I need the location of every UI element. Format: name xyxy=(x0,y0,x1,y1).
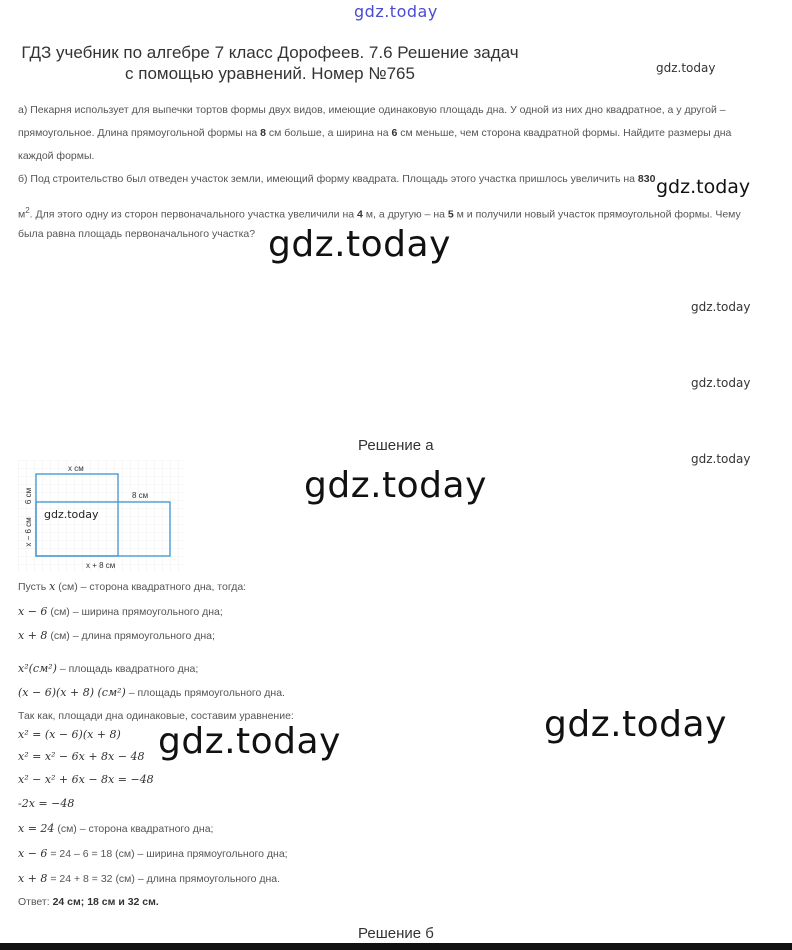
diagram-label-left-top: 6 см xyxy=(24,487,33,505)
bottom-bar xyxy=(0,943,792,950)
solution-line: (x − 6)(x + 8) (см²) – площадь прямоугольного дна. xyxy=(18,686,285,699)
solution-line: x²(см²) – площадь квадратного дна; xyxy=(18,662,199,675)
solution-line: Пусть x (см) – сторона квадратного дна, тогда: xyxy=(18,580,247,593)
equation: -2x = −48 xyxy=(18,797,75,810)
solution-line: x = 24 (см) – сторона квадратного дна; xyxy=(18,822,214,835)
equation: x² = (x − 6)(x + 8) xyxy=(18,728,121,741)
diagram-grid xyxy=(18,460,184,572)
watermark: gdz.today xyxy=(158,721,341,762)
watermark: gdz.today xyxy=(656,176,751,198)
diagram-label-top: x см xyxy=(68,464,84,473)
solution-line: x + 8 (см) – длина прямоугольного дна; xyxy=(18,629,215,642)
diagram-label-left-bottom: x − 6 см xyxy=(24,517,33,547)
equation: x² = x² − 6x + 8x − 48 xyxy=(18,750,145,763)
solution-b-heading: Решение б xyxy=(358,925,434,942)
watermark: gdz.today xyxy=(691,376,751,390)
solution-line: Так как, площади дна одинаковые, составим уравнение: xyxy=(18,710,294,722)
solution-line: x − 6 = 24 – 6 = 18 (см) – ширина прямоугольного дна; xyxy=(18,847,288,860)
page-title: ГДЗ учебник по алгебре 7 класс Дорофеев. 7.6 Решение задач с помощью уравнений. Номер №765 xyxy=(21,43,519,83)
answer: Ответ: 24 см; 18 см и 32 см. xyxy=(18,896,159,908)
watermark: gdz.today xyxy=(691,300,751,314)
watermark: gdz.today xyxy=(268,224,451,265)
task-text: а) Пекарня использует для выпечки тортов формы двух видов, имеющие одинаковую площадь дна. У одной из них дно квадратное, а у другой – прямоугольное. Длина прямоугольной формы на 8 см больше, а ширина на 6 см меньше, чем сторона квадратной формы. Найдите размеры дна каждой формы. б) Под строительство был отведен участок земли, имеющий форму квадрата. Площадь этого участка пришлось увеличить на 830 $м^2$. Для этого одну из сторон первоначального участка увеличили на 4 м, а другую – на 5 м и получили новый участок прямоугольной формы. Чему была равна площадь первоначального участка? xyxy=(18,104,741,240)
watermark: gdz.today xyxy=(544,704,727,745)
diagram-label-right: 8 см xyxy=(132,491,149,500)
watermark: gdz.today xyxy=(304,465,487,506)
watermark: gdz.today xyxy=(691,452,751,466)
solution-line: x + 8 = 24 + 8 = 32 (см) – длина прямоугольного дна. xyxy=(18,872,281,885)
watermark: gdz.today xyxy=(656,61,716,75)
rectangles-diagram xyxy=(18,460,184,572)
equation: x² − x² + 6x − 8x = −48 xyxy=(18,773,154,786)
solution-line: x − 6 (см) – ширина прямоугольного дна; xyxy=(18,605,223,618)
diagram-label-bottom: x + 8 см xyxy=(86,561,116,570)
solution-a-heading: Решение а xyxy=(358,437,434,454)
watermark: gdz.today xyxy=(44,508,99,521)
watermark-top: gdz.today xyxy=(354,2,438,21)
